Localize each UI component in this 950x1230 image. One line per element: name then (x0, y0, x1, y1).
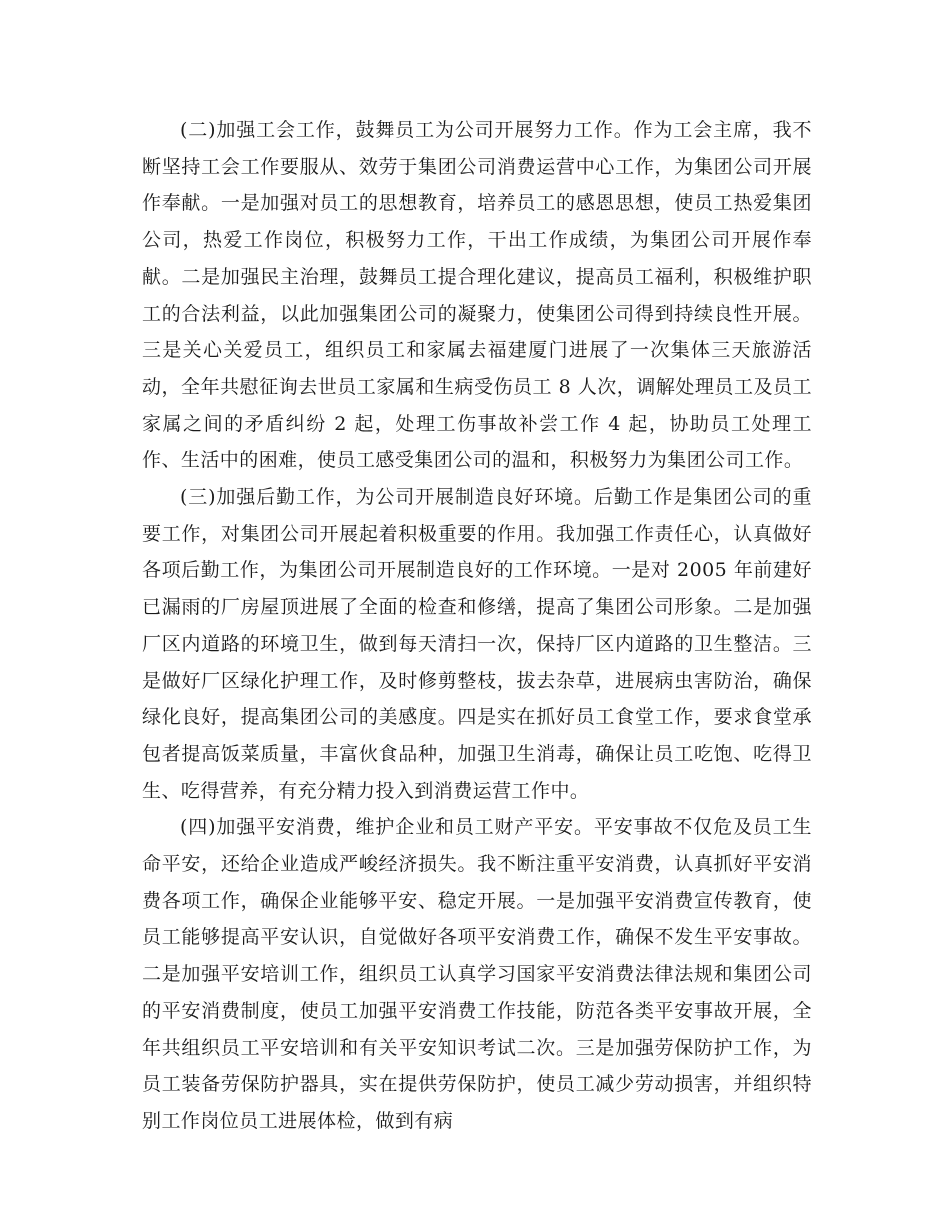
document-body (142, 112, 812, 1140)
paragraph-union-work: (二)加强工会工作，鼓舞员工为公司开展努力工作。作为工会主席，我不断坚持工会工作要服从、效劳于集团公司消费运营中心工作，为集团公司开展作奉献。一是加强对员工的思想教育，培养员工的感恩思想，使员工热爱集团公司，热爱工作岗位，积极努力工作，干出工作成绩，为集团公司开展作奉献。二是加强民主治理，鼓舞员工提合理化建议，提高员工福利，积极维护职工的合法利益，以此加强集团公司的凝聚力，使集团公司得到持续良性开展。三是关心关爱员工，组织员工和家属去福建厦门进展了一次集体三天旅游活动，全年共慰征询去世员工家属和生病受伤员工 8 人次，调解处理员工及员工家属之间的矛盾纠纷 2 起，处理工伤事故补尝工作 4 起，协助员工处理工作、生活中的困难，使员工感受集团公司的温和，积极努力为集团公司工作。 (142, 119, 812, 472)
paragraph-logistics-work: (三)加强后勤工作，为公司开展制造良好环境。后勤工作是集团公司的重要工作，对集团公司开展起着积极重要的作用。我加强工作责任心，认真做好各项后勤工作，为集团公司开展制造良好的工作环境。一是对 2005 年前建好已漏雨的厂房屋顶进展了全面的检查和修缮，提高了集团公司形象。二是加强厂区内道路的环境卫生，做到每天清扫一次，保持厂区内道路的卫生整洁。三是做好厂区绿化护理工作，及时修剪整枝，拔去杂草，进展病虫害防治，确保绿化良好，提高集团公司的美感度。四是实在抓好员工食堂工作，要求食堂承包者提高饭菜质量，丰富伙食品种，加强卫生消毒，确保让员工吃饱、吃得卫生、吃得营养，有充分精力投入到消费运营工作中。 (142, 486, 812, 802)
paragraph-safety-production: (四)加强平安消费，维护企业和员工财产平安。平安事故不仅危及员工生命平安，还给企业造成严峻经济损失。我不断注重平安消费，认真抓好平安消费各项工作，确保企业能够平安、稳定开展。一是加强平安消费宣传教育，使员工能够提高平安认识，自觉做好各项平安消费工作，确保不发生平安事故。二是加强平安培训工作，组织员工认真学习国家平安消费法律法规和集团公司的平安消费制度，使员工加强平安消费工作技能，防范各类平安事故开展，全年共组织员工平安培训和有关平安知识考试二次。三是加强劳保防护工作，为员工装备劳保防护器具，实在提供劳保防护，使员工减少劳动损害，并组织特别工作岗位员工进展体检，做到有病 (142, 816, 812, 1132)
